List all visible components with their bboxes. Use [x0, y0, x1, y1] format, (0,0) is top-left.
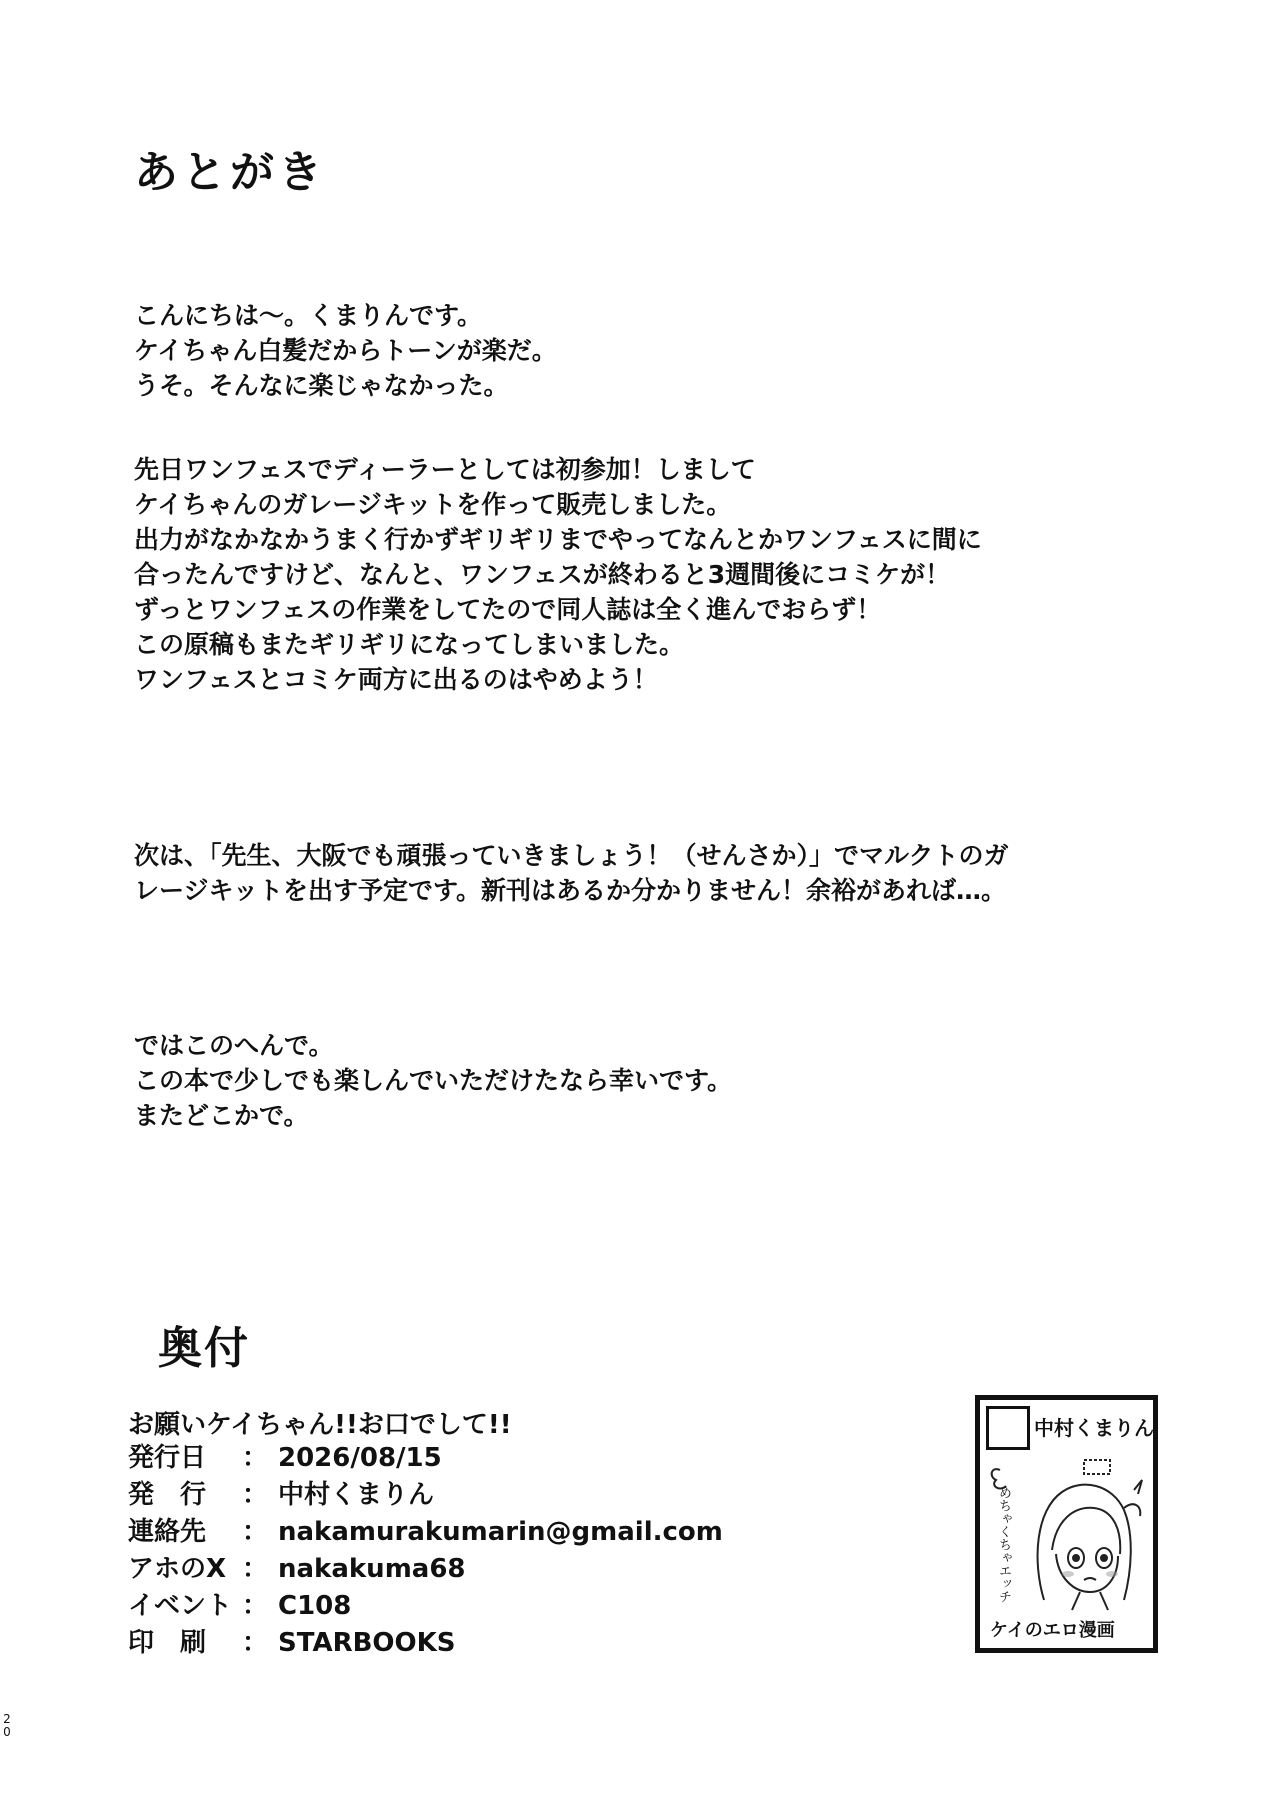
row-separator: ：	[241, 1554, 268, 1584]
row-label: 発 行	[128, 1480, 207, 1510]
text-line: 合ったんですけど、なんと、ワンフェスが終わると3週間後にコミケが！	[134, 560, 951, 589]
page-number-digit: 0	[3, 1725, 11, 1739]
page-number-digit: 2	[3, 1712, 11, 1726]
row-separator: ：	[241, 1628, 268, 1658]
text-line: うそ。そんなに楽じゃなかった。	[134, 371, 509, 400]
text-line: ワンフェスとコミケ両方に出るのはやめよう！	[134, 665, 658, 694]
text-line: この原稿もまたギリギリになってしまいました。	[134, 630, 685, 659]
colophon-heading: 奥付	[158, 1323, 250, 1374]
colophon-row-publisher	[128, 1477, 723, 1514]
afterword-heading: あとがき	[134, 147, 326, 198]
vertical-caption: めちゃくちゃエッチ	[996, 1486, 1011, 1603]
circle-name: 中村くまりん	[1034, 1416, 1154, 1440]
row-label: 連絡先	[128, 1517, 207, 1547]
row-label: 発行日	[128, 1443, 207, 1473]
row-value: STARBOOKS	[278, 1628, 456, 1658]
text-line: 出力がなかなかうまく行かずギリギリまでやってなんとかワンフェスに間に	[134, 525, 982, 554]
colophon-row-contact	[128, 1514, 723, 1551]
text-line: この本で少しでも楽しんでいただけたなら幸いです。	[134, 1066, 733, 1095]
text-line: 先日ワンフェスでディーラーとしては初参加！しまして	[134, 455, 756, 484]
page-number	[2, 1713, 12, 1739]
colophon-row-event	[128, 1588, 723, 1625]
afterword-paragraph-3	[134, 838, 1009, 908]
row-value: 中村くまりん	[278, 1480, 435, 1510]
text-line: またどこかで。	[134, 1101, 309, 1130]
colophon-row-date	[128, 1440, 723, 1477]
text-line: こんにちは〜。くまりんです。	[134, 301, 483, 330]
row-value: C108	[278, 1591, 352, 1621]
text-line: ずっとワンフェスの作業をしてたので同人誌は全く進んでおらず！	[134, 595, 882, 624]
row-value: nakamurakumarin@gmail.com	[278, 1517, 723, 1547]
space-number-box	[986, 1406, 1030, 1450]
afterword-paragraph-1	[134, 298, 557, 403]
row-label: アホのX	[128, 1554, 227, 1584]
book-title: お願いケイちゃん!!お口でして!!	[128, 1410, 512, 1440]
afterword-paragraph-2	[134, 452, 982, 697]
text-line: レージキットを出す予定です。新刊はあるか分かりません！余裕があれば…。	[134, 876, 1007, 905]
colophon-row-printer	[128, 1625, 723, 1662]
row-separator: ：	[241, 1517, 268, 1547]
row-label: イベント	[128, 1591, 233, 1621]
text-line: 次は、「先生、大阪でも頑張っていきましょう！（せんさか）」でマルクトのガ	[134, 841, 1009, 870]
card-caption: ケイのエロ漫画	[990, 1620, 1115, 1641]
row-separator: ：	[241, 1443, 268, 1473]
row-value: 2026/08/15	[278, 1443, 442, 1473]
row-separator: ：	[241, 1480, 268, 1510]
text-line: ケイちゃんのガレージキットを作って販売しました。	[134, 490, 732, 519]
circle-cut-card	[975, 1395, 1158, 1653]
text-line: ケイちゃん白髪だからトーンが楽だ。	[134, 336, 557, 365]
colophon-row-x-account	[128, 1551, 723, 1588]
text-line: ではこのへんで。	[134, 1031, 334, 1060]
afterword-paragraph-4	[134, 1028, 732, 1133]
colophon-table	[128, 1440, 723, 1662]
row-label: 印 刷	[128, 1628, 207, 1658]
row-value: nakakuma68	[278, 1554, 466, 1584]
row-separator: ：	[241, 1591, 268, 1621]
